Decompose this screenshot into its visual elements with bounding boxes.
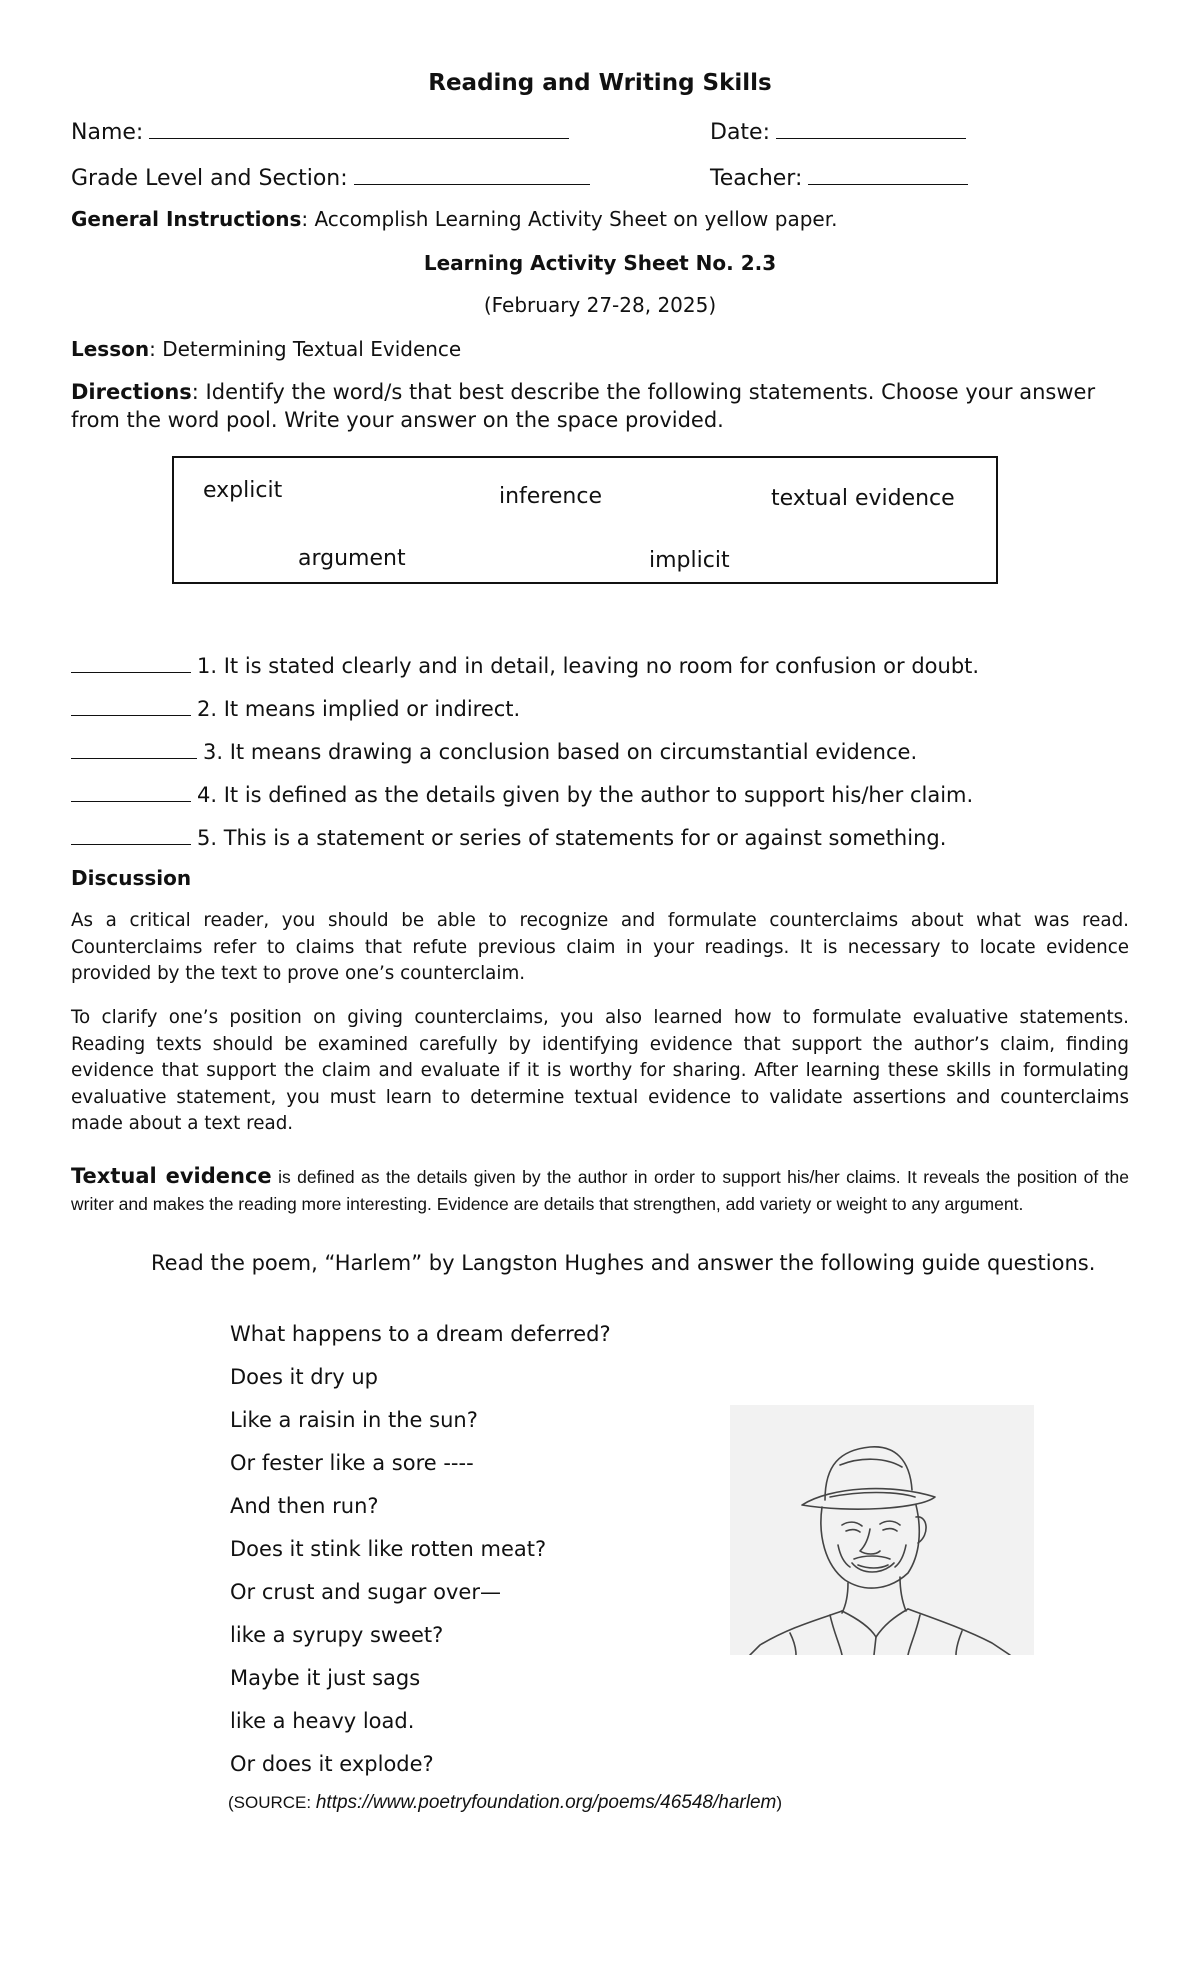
page-title: Reading and Writing Skills xyxy=(428,70,772,96)
poem-line: like a heavy load. xyxy=(230,1709,415,1733)
word-pool-item: argument xyxy=(298,546,406,571)
teacher-label: Teacher: xyxy=(710,166,803,191)
question-item xyxy=(71,652,979,678)
date-blank[interactable] xyxy=(776,116,966,139)
discussion-paragraph: As a critical reader, you should be able to recognize and formulate counterclaims about what was read. Counterclaims refer to claims that refute previous claim in your readings. It is necessary to locate evidence provided by the text to prove one’s counterclaim. xyxy=(71,910,1129,984)
lesson xyxy=(71,337,461,361)
poem-intro: Read the poem, “Harlem” by Langston Hughes and answer the following guide questions. xyxy=(151,1251,1096,1275)
portrait-sketch xyxy=(730,1405,1034,1655)
directions-label: Directions xyxy=(71,380,192,404)
answer-blank[interactable] xyxy=(71,781,191,802)
poem-line: What happens to a dream deferred? xyxy=(230,1322,611,1346)
question-text: 2. It means implied or indirect. xyxy=(197,697,521,721)
question-item xyxy=(71,781,973,807)
poem-line: Does it stink like rotten meat? xyxy=(230,1537,547,1561)
answer-blank[interactable] xyxy=(71,695,191,716)
instructions-label: General Instructions xyxy=(71,207,302,231)
langston-hughes-portrait xyxy=(730,1405,1034,1655)
question-item xyxy=(71,738,917,764)
date-label: Date: xyxy=(710,120,770,145)
poem-line: Or does it explode? xyxy=(230,1752,434,1776)
discussion-paragraph: To clarify one’s position on giving counterclaims, you also learned how to formulate evaluative statements. Reading texts should be examined carefully by identifying evidence that support the author’s claim, finding evidence that support the claim and evaluate if it is worthy for sharing. After learning these skills in formulating evaluative statement, you must learn to determine textual evidence to validate assertions and counterclaims made about a text read. xyxy=(71,1007,1129,1134)
poem-line: Maybe it just sags xyxy=(230,1666,421,1690)
word-pool-item: implicit xyxy=(649,548,730,573)
word-pool-item: textual evidence xyxy=(771,486,955,511)
teacher-blank[interactable] xyxy=(808,162,968,185)
answer-blank[interactable] xyxy=(71,824,191,845)
discussion-heading: Discussion xyxy=(71,866,192,890)
word-pool-item: inference xyxy=(499,484,603,509)
poem-line: Like a raisin in the sun? xyxy=(230,1408,478,1432)
poem-line: Or fester like a sore ---- xyxy=(230,1451,474,1475)
instructions-text: : Accomplish Learning Activity Sheet on yellow paper. xyxy=(301,207,838,231)
lesson-text: : Determining Textual Evidence xyxy=(149,337,462,361)
grade-field xyxy=(71,162,590,191)
directions xyxy=(71,378,1131,434)
general-instructions xyxy=(71,207,837,231)
directions-text: : Identify the word/s that best describe the following statements. Choose your answer from the word pool. Write your answer on the space provided. xyxy=(71,380,1096,432)
source-close: ) xyxy=(776,1793,783,1812)
word-pool xyxy=(172,456,998,584)
answer-blank[interactable] xyxy=(71,652,191,673)
grade-blank[interactable] xyxy=(354,162,590,185)
grade-label: Grade Level and Section: xyxy=(71,166,348,191)
poem-line: like a syrupy sweet? xyxy=(230,1623,444,1647)
activity-title: Learning Activity Sheet No. 2.3 xyxy=(423,251,777,275)
poem-line: Or crust and sugar over— xyxy=(230,1580,501,1604)
name-blank[interactable] xyxy=(149,116,569,139)
lesson-label: Lesson xyxy=(71,337,150,361)
question-text: 5. This is a statement or series of statements for or against something. xyxy=(197,826,947,850)
question-text: 1. It is stated clearly and in detail, leaving no room for confusion or doubt. xyxy=(197,654,980,678)
answer-blank[interactable] xyxy=(71,738,197,759)
question-text: 3. It means drawing a conclusion based on circumstantial evidence. xyxy=(203,740,918,764)
question-item xyxy=(71,824,946,850)
question-item xyxy=(71,695,520,721)
name-label: Name: xyxy=(71,120,144,145)
source-citation xyxy=(228,1792,782,1814)
textual-evidence-paragraph xyxy=(71,1163,1129,1218)
source-url[interactable]: https://www.poetryfoundation.org/poems/46548/harlem xyxy=(315,1792,777,1813)
name-field xyxy=(71,116,569,145)
word-pool-item: explicit xyxy=(203,478,283,503)
teacher-field xyxy=(710,162,968,191)
question-text: 4. It is defined as the details given by the author to support his/her claim. xyxy=(197,783,974,807)
date-field xyxy=(710,116,966,145)
poem-line: Does it dry up xyxy=(230,1365,379,1389)
textual-evidence-definition: is defined as the details given by the author in order to support his/her claims. It reveals the position of the writer and makes the reading more interesting. Evidence are details that strengthen, add variety or weight to any argument. xyxy=(71,1167,1130,1214)
activity-date: (February 27-28, 2025) xyxy=(483,293,717,317)
textual-evidence-term: Textual evidence xyxy=(71,1164,272,1188)
source-label: (SOURCE: xyxy=(228,1793,316,1812)
poem-line: And then run? xyxy=(230,1494,379,1518)
